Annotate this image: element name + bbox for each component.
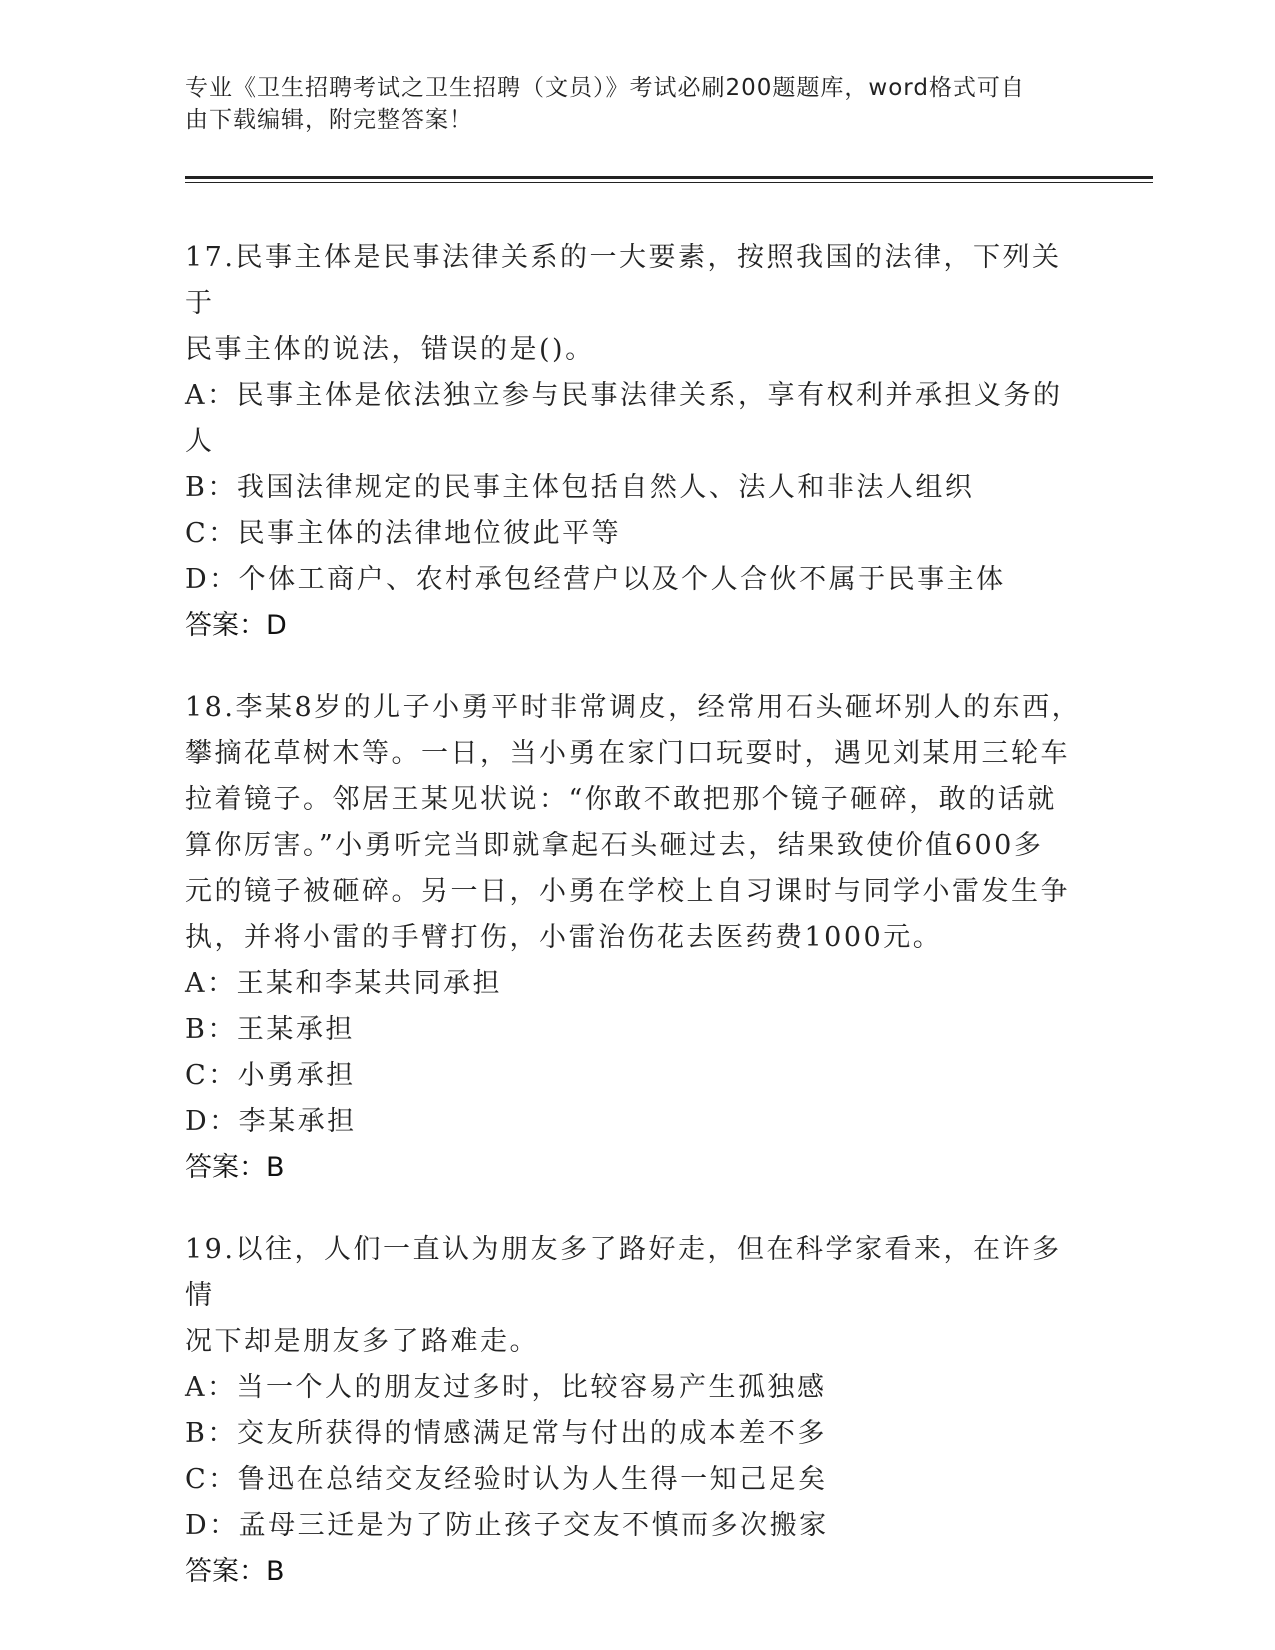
option-b: B：王某承担 [185,1014,355,1045]
header-line-2: 由下载编辑，附完整答案！ [185,107,473,133]
header-line-1: 专业《卫生招聘考试之卫生招聘（文员）》考试必刷200题题库，word格式可自 [185,75,1025,101]
question-stem-line: 元的镜子被砸碎。另一日，小勇在学校上自习课时与同学小雷发生争 [185,876,1070,907]
option-a: A：民事主体是依法独立参与民事法律关系，享有权利并承担义务的人 [185,380,1063,457]
option-a: A：当一个人的朋友过多时，比较容易产生孤独感 [185,1372,827,1403]
question-stem-line: 算你厉害。”小勇听完当即就拿起石头砸过去，结果致使价值600多 [185,830,1044,861]
document-header [185,72,1065,136]
answer-line: 答案：D [185,610,287,641]
option-b: B：交友所获得的情感满足常与付出的成本差不多 [185,1418,827,1449]
option-a: A：王某和李某共同承担 [185,968,502,999]
question-19 [185,1227,1085,1595]
question-stem-line: 况下却是朋友多了路难走。 [185,1326,539,1357]
question-17 [185,235,1085,649]
question-stem-line: 18.李某8岁的儿子小勇平时非常调皮，经常用石头砸坏别人的东西， [185,692,1082,723]
header-divider-thick [185,176,1153,179]
option-d: D：个体工商户、农村承包经营户以及个人合伙不属于民事主体 [185,564,1006,595]
question-stem-line: 19.以往，人们一直认为朋友多了路好走，但在科学家看来，在许多情 [185,1234,1062,1311]
answer-line: 答案：B [185,1152,285,1183]
question-stem-line: 17.民事主体是民事法律关系的一大要素，按照我国的法律，下列关于 [185,242,1062,319]
option-d: D：李某承担 [185,1106,357,1137]
option-c: C：民事主体的法律地位彼此平等 [185,518,622,549]
option-c: C：鲁迅在总结交友经验时认为人生得一知己足矣 [185,1464,828,1495]
question-stem-line: 攀摘花草树木等。一日，当小勇在家门口玩耍时，遇见刘某用三轮车 [185,738,1070,769]
option-c: C：小勇承担 [185,1060,356,1091]
question-stem-line: 拉着镜子。邻居王某见状说：“你敢不敢把那个镜子砸碎，敢的话就 [185,784,1057,815]
question-list [185,235,1085,1631]
question-stem-line: 执，并将小雷的手臂打伤，小雷治伤花去医药费1000元。 [185,922,943,953]
answer-line: 答案：B [185,1556,285,1587]
option-b: B：我国法律规定的民事主体包括自然人、法人和非法人组织 [185,472,975,503]
option-d: D：孟母三迁是为了防止孩子交友不慎而多次搬家 [185,1510,829,1541]
question-stem-line: 民事主体的说法，错误的是()。 [185,334,595,365]
header-divider-thin [185,182,1153,183]
question-18 [185,685,1085,1191]
